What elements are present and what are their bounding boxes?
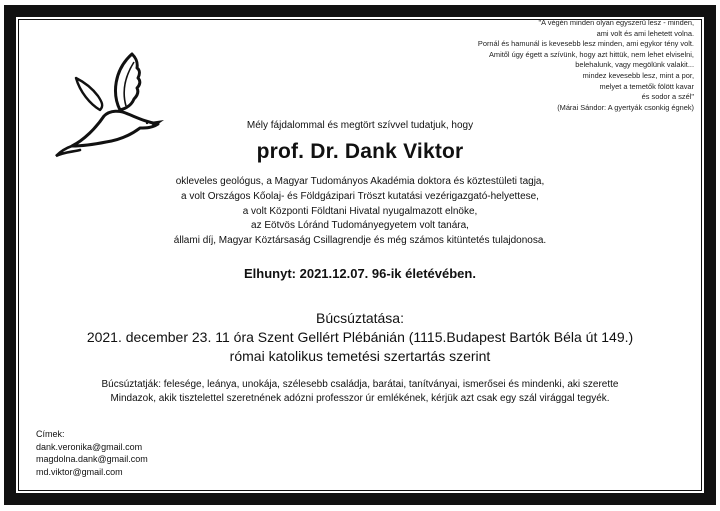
mourners-block <box>0 378 720 406</box>
contacts-label: Címek: <box>36 429 65 439</box>
contacts-block <box>36 428 148 478</box>
bio-line: a volt Központi Földtani Hivatal nyugalmazott elnöke, <box>242 205 478 217</box>
quote-line: belehalunk, vagy megölünk valakit... <box>575 60 694 70</box>
funeral-line: 2021. december 23. 11 óra Szent Gellért Plébánián (1115.Budapest Bartók Béla út 149.) <box>86 329 634 345</box>
quote-line: "A végén minden olyan egyszerű lesz - minden, <box>538 18 694 27</box>
funeral-line: római katolikus temetési szertartás szerint <box>229 348 491 364</box>
bio-block <box>0 175 720 249</box>
date-of-death: Elhunyt: 2021.12.07. 96-ik életévében. <box>244 266 476 281</box>
deceased-name: prof. Dr. Dank Viktor <box>256 140 464 163</box>
bio-line: az Eötvös Lóránd Tudományegyetem volt tanára, <box>251 220 469 232</box>
contact-email: magdolna.dank@gmail.com <box>36 454 148 465</box>
bio-line: állami díj, Magyar Köztársaság Csillagrendje és még számos kitüntetés tulajdonosa. <box>173 235 547 247</box>
quote-line: Pornál és hamunál is kevesebb lesz minden, ami egykor tény volt. <box>477 39 694 49</box>
quote-attribution: (Márai Sándor: A gyertyák csonkig égnek) <box>557 102 694 112</box>
quote-line: Amitől úgy égett a szívünk, hogy azt hittük, nem lehet elviselni, <box>489 49 694 59</box>
funeral-title: Búcsúztatása: <box>316 310 404 326</box>
quote-line: melyet a temetők fölött kavar <box>599 81 694 91</box>
quote-block <box>394 18 694 113</box>
bio-line: a volt Országos Kőolaj- és Földgázipari Tröszt kutatási vezérigazgató-helyettese, <box>181 190 539 202</box>
quote-line: és sodor a szél" <box>641 92 694 102</box>
mourners-line: Mindazok, akik tisztelettel szeretnének adózni professzor úr emlékének, kérjük azt csak egy szál virággal tegyék. <box>110 393 610 404</box>
contact-email: dank.veronika@gmail.com <box>36 441 143 452</box>
bio-line: okleveles geológus, a Magyar Tudományos Akadémia doktora és köztestületi tagja, <box>175 176 545 187</box>
contact-email: md.viktor@gmail.com <box>36 466 123 477</box>
funeral-details <box>0 328 720 366</box>
mourners-line: Búcsúztatják: felesége, leánya, unokája, szélesebb családja, barátai, tanítványai, ismerősei és mindenki, aki szerette <box>101 379 619 390</box>
quote-line: mindez kevesebb lesz, mint a por, <box>582 70 694 80</box>
intro-text: Mély fájdalommal és megtört szívvel tudatjuk, hogy <box>246 120 474 131</box>
quote-line: ami volt és ami lehetett volna. <box>596 28 694 38</box>
